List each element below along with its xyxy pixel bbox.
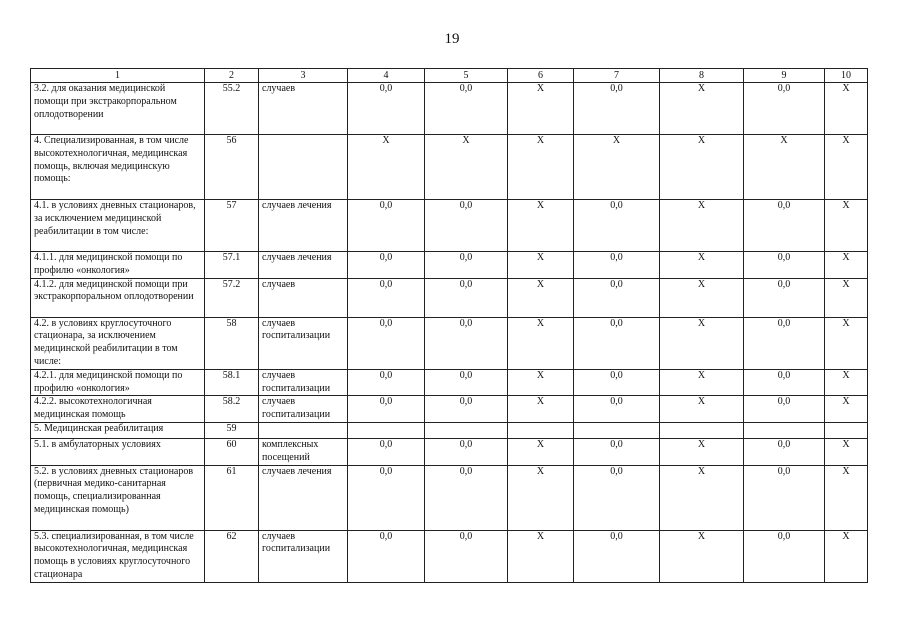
value-col-9: 0,0	[744, 530, 825, 582]
value-col-8: Х	[660, 252, 744, 279]
value-col-9: 0,0	[744, 369, 825, 396]
value-col-9: 0,0	[744, 465, 825, 530]
value-col-6: Х	[508, 135, 574, 200]
row-unit: случаев лечения	[259, 200, 348, 252]
column-header: 10	[825, 69, 868, 83]
value-col-6: Х	[508, 252, 574, 279]
value-col-9: 0,0	[744, 396, 825, 423]
row-unit: случаев	[259, 83, 348, 135]
value-col-4: 0,0	[348, 200, 425, 252]
value-col-6: Х	[508, 200, 574, 252]
table-row	[31, 135, 868, 200]
value-col-8: Х	[660, 317, 744, 369]
page-number: 19	[444, 31, 460, 47]
value-col-8: Х	[660, 200, 744, 252]
value-col-8: Х	[660, 83, 744, 135]
value-col-5: 0,0	[425, 278, 508, 317]
value-col-4: 0,0	[348, 396, 425, 423]
value-col-7: 0,0	[574, 530, 660, 582]
row-code: 62	[205, 530, 259, 582]
value-col-10: Х	[825, 252, 868, 279]
value-col-5: 0,0	[425, 369, 508, 396]
row-label: 4.1. в условиях дневных стационаров, за исключением медицинской реабилитации в том числе:	[31, 200, 205, 252]
value-col-8: Х	[660, 530, 744, 582]
row-label: 5.1. в амбулаторных условиях	[31, 438, 205, 465]
value-col-7: 0,0	[574, 200, 660, 252]
row-unit: случаев лечения	[259, 465, 348, 530]
value-col-10: Х	[825, 83, 868, 135]
table-row	[31, 422, 868, 438]
value-col-6: Х	[508, 396, 574, 423]
column-header: 3	[259, 69, 348, 83]
value-col-10	[825, 422, 868, 438]
column-header: 2	[205, 69, 259, 83]
value-col-4: 0,0	[348, 530, 425, 582]
value-col-6: Х	[508, 465, 574, 530]
column-header: 9	[744, 69, 825, 83]
value-col-4: 0,0	[348, 465, 425, 530]
row-unit: случаев	[259, 278, 348, 317]
value-col-5	[425, 422, 508, 438]
value-col-8	[660, 422, 744, 438]
value-col-10: Х	[825, 278, 868, 317]
value-col-6: Х	[508, 530, 574, 582]
row-code: 55.2	[205, 83, 259, 135]
data-table	[30, 68, 868, 583]
row-label: 5. Медицинская реабилитация	[31, 422, 205, 438]
value-col-7: Х	[574, 135, 660, 200]
value-col-4	[348, 422, 425, 438]
row-code: 61	[205, 465, 259, 530]
column-header: 1	[31, 69, 205, 83]
value-col-7: 0,0	[574, 396, 660, 423]
value-col-8: Х	[660, 369, 744, 396]
row-unit: случаев госпитализации	[259, 530, 348, 582]
row-unit	[259, 135, 348, 200]
value-col-10: Х	[825, 135, 868, 200]
row-code: 57.2	[205, 278, 259, 317]
row-unit: случаев лечения	[259, 252, 348, 279]
value-col-8: Х	[660, 438, 744, 465]
row-code: 58.1	[205, 369, 259, 396]
value-col-7: 0,0	[574, 252, 660, 279]
value-col-9	[744, 422, 825, 438]
column-number-row	[31, 69, 868, 83]
value-col-5: 0,0	[425, 83, 508, 135]
row-label: 4.1.1. для медицинской помощи по профилю «онкология»	[31, 252, 205, 279]
value-col-7: 0,0	[574, 83, 660, 135]
value-col-5: 0,0	[425, 317, 508, 369]
table-row	[31, 252, 868, 279]
row-code: 60	[205, 438, 259, 465]
table-row	[31, 465, 868, 530]
row-unit: случаев госпитализации	[259, 317, 348, 369]
value-col-8: Х	[660, 135, 744, 200]
table-row	[31, 278, 868, 317]
value-col-6: Х	[508, 438, 574, 465]
value-col-4: 0,0	[348, 83, 425, 135]
table-row	[31, 317, 868, 369]
value-col-5: 0,0	[425, 396, 508, 423]
value-col-4: 0,0	[348, 438, 425, 465]
table-row	[31, 438, 868, 465]
row-code: 56	[205, 135, 259, 200]
value-col-5: 0,0	[425, 200, 508, 252]
row-label: 4.2.1. для медицинской помощи по профилю «онкология»	[31, 369, 205, 396]
value-col-10: Х	[825, 369, 868, 396]
value-col-4: 0,0	[348, 252, 425, 279]
row-label: 5.3. специализированная, в том числе высокотехнологичная, медицинская помощь в условиях круглосуточного стационара	[31, 530, 205, 582]
table-row	[31, 369, 868, 396]
row-label: 4.2. в условиях круглосуточного стационара, за исключением медицинской реабилитации в том числе:	[31, 317, 205, 369]
row-label: 3.2. для оказания медицинской помощи при экстракорпоральном оплодотворении	[31, 83, 205, 135]
value-col-9: 0,0	[744, 317, 825, 369]
value-col-10: Х	[825, 317, 868, 369]
row-unit	[259, 422, 348, 438]
value-col-6: Х	[508, 317, 574, 369]
value-col-9: Х	[744, 135, 825, 200]
value-col-4: 0,0	[348, 369, 425, 396]
value-col-9: 0,0	[744, 278, 825, 317]
value-col-4: Х	[348, 135, 425, 200]
value-col-6: Х	[508, 278, 574, 317]
value-col-5: 0,0	[425, 252, 508, 279]
value-col-8: Х	[660, 396, 744, 423]
value-col-10: Х	[825, 530, 868, 582]
value-col-9: 0,0	[744, 438, 825, 465]
value-col-7: 0,0	[574, 465, 660, 530]
column-header: 5	[425, 69, 508, 83]
row-label: 4.1.2. для медицинской помощи при экстракорпоральном оплодотворении	[31, 278, 205, 317]
value-col-5: 0,0	[425, 465, 508, 530]
row-code: 57	[205, 200, 259, 252]
value-col-4: 0,0	[348, 317, 425, 369]
value-col-8: Х	[660, 278, 744, 317]
column-header: 4	[348, 69, 425, 83]
row-unit: комплексных посещений	[259, 438, 348, 465]
row-label: 4.2.2. высокотехнологичная медицинская помощь	[31, 396, 205, 423]
table-row	[31, 396, 868, 423]
table-row	[31, 530, 868, 582]
table-row	[31, 200, 868, 252]
column-header: 6	[508, 69, 574, 83]
row-unit: случаев госпитализации	[259, 396, 348, 423]
row-code: 57.1	[205, 252, 259, 279]
value-col-6	[508, 422, 574, 438]
column-header: 8	[660, 69, 744, 83]
value-col-6: Х	[508, 83, 574, 135]
value-col-7: 0,0	[574, 278, 660, 317]
row-label: 5.2. в условиях дневных стационаров (первичная медико-санитарная помощь, специализированная медицинская помощь)	[31, 465, 205, 530]
value-col-10: Х	[825, 200, 868, 252]
column-header: 7	[574, 69, 660, 83]
value-col-5: 0,0	[425, 530, 508, 582]
value-col-9: 0,0	[744, 83, 825, 135]
value-col-7: 0,0	[574, 438, 660, 465]
value-col-6: Х	[508, 369, 574, 396]
value-col-10: Х	[825, 465, 868, 530]
row-code: 58.2	[205, 396, 259, 423]
value-col-7	[574, 422, 660, 438]
value-col-9: 0,0	[744, 252, 825, 279]
value-col-5: Х	[425, 135, 508, 200]
value-col-8: Х	[660, 465, 744, 530]
value-col-7: 0,0	[574, 317, 660, 369]
value-col-4: 0,0	[348, 278, 425, 317]
value-col-7: 0,0	[574, 369, 660, 396]
row-label: 4. Специализированная, в том числе высокотехнологичная, медицинская помощь, включая медицинскую помощь:	[31, 135, 205, 200]
row-code: 59	[205, 422, 259, 438]
row-code: 58	[205, 317, 259, 369]
table-row	[31, 83, 868, 135]
value-col-10: Х	[825, 438, 868, 465]
value-col-9: 0,0	[744, 200, 825, 252]
value-col-10: Х	[825, 396, 868, 423]
row-unit: случаев госпитализации	[259, 369, 348, 396]
value-col-5: 0,0	[425, 438, 508, 465]
